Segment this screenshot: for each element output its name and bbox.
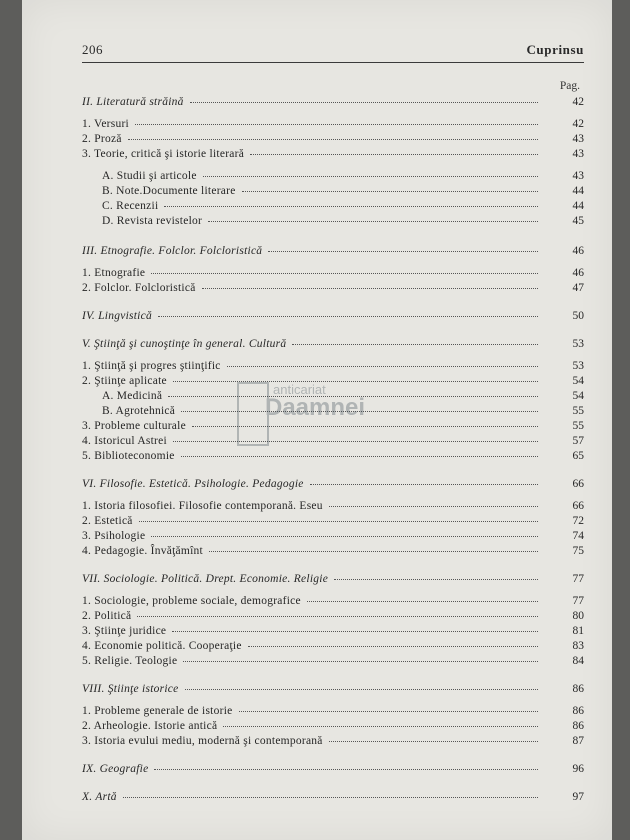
dot-leader <box>329 741 538 742</box>
toc-entry-page: 50 <box>572 310 584 322</box>
dot-leader <box>183 661 538 662</box>
header-rule <box>82 62 584 63</box>
toc-section <box>82 683 584 695</box>
toc-entry-label: 2. Arheologie. Istorie antică <box>82 720 218 732</box>
toc-entry-label: A. Medicină <box>102 390 163 402</box>
toc-section <box>82 573 584 585</box>
toc-entry-label: II. Literatură străină <box>82 96 184 108</box>
toc-entry-page: 55 <box>572 420 584 432</box>
toc-entry-label: V. Ştiinţă şi cunoştinţe în general. Cultură <box>82 338 287 350</box>
dot-leader <box>135 124 538 125</box>
toc-entry-page: 84 <box>572 655 584 667</box>
toc-entry-label: D. Revista revistelor <box>102 215 203 227</box>
dot-leader <box>173 381 538 382</box>
toc-entry-page: 47 <box>572 282 584 294</box>
dot-leader <box>223 726 538 727</box>
toc-entry-label: 1. Istoria filosofiei. Filosofie contemporană. Eseu <box>82 500 323 512</box>
toc-entry-label: 3. Probleme culturale <box>82 420 186 432</box>
toc-entry-page: 77 <box>572 573 584 585</box>
toc-entry-page: 53 <box>572 360 584 372</box>
toc-entry-page: 54 <box>572 375 584 387</box>
toc-entry <box>82 375 584 387</box>
watermark-line2: Daamnei <box>265 394 366 421</box>
toc-entry <box>82 215 584 227</box>
dot-leader <box>173 441 538 442</box>
toc-entry <box>82 282 584 294</box>
dot-leader <box>137 616 538 617</box>
toc-entry <box>82 118 584 130</box>
toc-entry-label: 4. Pedagogie. Învăţămînt <box>82 545 203 557</box>
dot-leader <box>181 456 538 457</box>
dot-leader <box>208 221 538 222</box>
book-page <box>22 0 612 840</box>
page-number: 206 <box>82 42 103 57</box>
toc-entry <box>82 185 584 197</box>
dot-leader <box>202 288 538 289</box>
toc-entry-page: 46 <box>572 245 584 257</box>
toc-entry-label: III. Etnografie. Folclor. Folcloristică <box>82 245 263 257</box>
toc-entry <box>82 500 584 512</box>
toc-entry <box>82 267 584 279</box>
dot-leader <box>227 366 538 367</box>
toc-entry-label: 2. Folclor. Folcloristică <box>82 282 196 294</box>
toc-entry-page: 57 <box>572 435 584 447</box>
toc-entry-page: 87 <box>572 735 584 747</box>
toc-section <box>82 96 584 108</box>
toc-section <box>82 338 584 350</box>
toc-entry-label: 1. Probleme generale de istorie <box>82 705 233 717</box>
toc-section <box>82 763 584 775</box>
toc-entry-label: 4. Economie politică. Cooperaţie <box>82 640 242 652</box>
dot-leader <box>151 273 538 274</box>
toc-entry <box>82 390 584 402</box>
toc-entry-page: 72 <box>572 515 584 527</box>
toc-entry-page: 83 <box>572 640 584 652</box>
toc-entry <box>82 133 584 145</box>
dot-leader <box>123 797 538 798</box>
toc-entry-label: 1. Sociologie, probleme sociale, demografice <box>82 595 301 607</box>
toc-entry-label: 2. Proză <box>82 133 122 145</box>
toc-entry-page: 66 <box>572 478 584 490</box>
toc-entry-label: 2. Politică <box>82 610 132 622</box>
dot-leader <box>250 154 538 155</box>
dot-leader <box>292 344 538 345</box>
toc-entry-page: 86 <box>572 705 584 717</box>
toc-entry <box>82 625 584 637</box>
toc-entry-label: IX. Geografie <box>82 763 149 775</box>
dot-leader <box>158 316 538 317</box>
toc-entry-page: 86 <box>572 720 584 732</box>
dot-leader <box>329 506 538 507</box>
toc-entry-page: 65 <box>572 450 584 462</box>
toc-entry <box>82 655 584 667</box>
dot-leader <box>154 769 538 770</box>
dot-leader <box>268 251 538 252</box>
running-title: Cuprinsu <box>526 42 584 57</box>
dot-leader <box>239 711 539 712</box>
toc-entry-label: 3. Teorie, critică şi istorie literară <box>82 148 245 160</box>
toc-entry-label: B. Agrotehnică <box>102 405 176 417</box>
toc-entry-label: X. Artă <box>82 791 117 803</box>
dot-leader <box>190 102 538 103</box>
toc-entry-label: 1. Ştiinţă şi progres ştiinţific <box>82 360 221 372</box>
dot-leader <box>164 206 538 207</box>
toc-entry-page: 55 <box>572 405 584 417</box>
toc-entry-page: 45 <box>572 215 584 227</box>
toc-entry-label: B. Note.Documente literare <box>102 185 236 197</box>
dot-leader <box>139 521 538 522</box>
toc-entry-label: 2. Estetică <box>82 515 133 527</box>
toc-entry-page: 96 <box>572 763 584 775</box>
toc-section <box>82 791 584 803</box>
toc-entry <box>82 545 584 557</box>
toc-entry <box>82 735 584 747</box>
dot-leader <box>209 551 538 552</box>
toc-entry-page: 81 <box>572 625 584 637</box>
toc-entry-label: C. Recenzii <box>102 200 159 212</box>
toc-entry-label: 3. Ştiinţe juridice <box>82 625 167 637</box>
dot-leader <box>128 139 538 140</box>
toc-entry <box>82 450 584 462</box>
toc-entry-label: 4. Istoricul Astrei <box>82 435 167 447</box>
toc-entry-page: 75 <box>572 545 584 557</box>
toc-entry-label: 2. Ştiinţe aplicate <box>82 375 167 387</box>
toc-entry-label: 1. Versuri <box>82 118 130 130</box>
toc-entry-page: 54 <box>572 390 584 402</box>
page-header <box>82 42 584 62</box>
watermark-line1: anticariat <box>273 382 326 397</box>
toc-section <box>82 245 584 257</box>
toc-entry <box>82 595 584 607</box>
toc-entry-page: 86 <box>572 683 584 695</box>
toc-entry <box>82 640 584 652</box>
toc-entry-label: IV. Lingvistică <box>82 310 152 322</box>
toc-entry-page: 42 <box>572 118 584 130</box>
dot-leader <box>181 411 538 412</box>
toc-entry-page: 43 <box>572 148 584 160</box>
toc-entry-page: 44 <box>572 200 584 212</box>
toc-entry-page: 43 <box>572 133 584 145</box>
page-column-label: Pag. <box>559 80 580 92</box>
dot-leader <box>307 601 538 602</box>
toc-entry-page: 80 <box>572 610 584 622</box>
toc-entry-label: VII. Sociologie. Politică. Drept. Economie. Religie <box>82 573 329 585</box>
toc-entry-page: 42 <box>572 96 584 108</box>
dot-leader <box>151 536 538 537</box>
toc-entry-page: 53 <box>572 338 584 350</box>
toc-entry-label: 3. Istoria evului mediu, modernă şi contemporană <box>82 735 323 747</box>
dot-leader <box>168 396 538 397</box>
toc-entry <box>82 200 584 212</box>
toc-entry-page: 44 <box>572 185 584 197</box>
toc-entry-label: 1. Etnografie <box>82 267 146 279</box>
toc-section <box>82 310 584 322</box>
toc-entry-page: 77 <box>572 595 584 607</box>
dot-leader <box>172 631 538 632</box>
dot-leader <box>310 484 538 485</box>
toc-entry-page: 74 <box>572 530 584 542</box>
toc-entry <box>82 610 584 622</box>
toc-entry-page: 43 <box>572 170 584 182</box>
toc-entry-label: 3. Psihologie <box>82 530 146 542</box>
toc-entry <box>82 148 584 160</box>
toc-entry <box>82 530 584 542</box>
toc-entry <box>82 170 584 182</box>
toc-section <box>82 478 584 490</box>
toc-entry-label: 5. Religie. Teologie <box>82 655 178 667</box>
toc-entry <box>82 360 584 372</box>
toc-entry <box>82 435 584 447</box>
toc-entry-label: 5. Biblioteconomie <box>82 450 175 462</box>
toc-entry <box>82 420 584 432</box>
toc-entry-label: A. Studii şi articole <box>102 170 197 182</box>
toc-entry-label: VI. Filosofie. Estetică. Psihologie. Pedagogie <box>82 478 304 490</box>
table-of-contents <box>82 96 584 806</box>
dot-leader <box>185 689 538 690</box>
toc-entry <box>82 720 584 732</box>
toc-entry <box>82 515 584 527</box>
toc-entry-page: 66 <box>572 500 584 512</box>
toc-entry-label: VIII. Ştiinţe istorice <box>82 683 179 695</box>
dot-leader <box>248 646 538 647</box>
dot-leader <box>192 426 538 427</box>
dot-leader <box>242 191 538 192</box>
toc-entry-page: 97 <box>572 791 584 803</box>
dot-leader <box>334 579 538 580</box>
dot-leader <box>203 176 538 177</box>
toc-entry <box>82 705 584 717</box>
toc-entry-page: 46 <box>572 267 584 279</box>
toc-entry <box>82 405 584 417</box>
